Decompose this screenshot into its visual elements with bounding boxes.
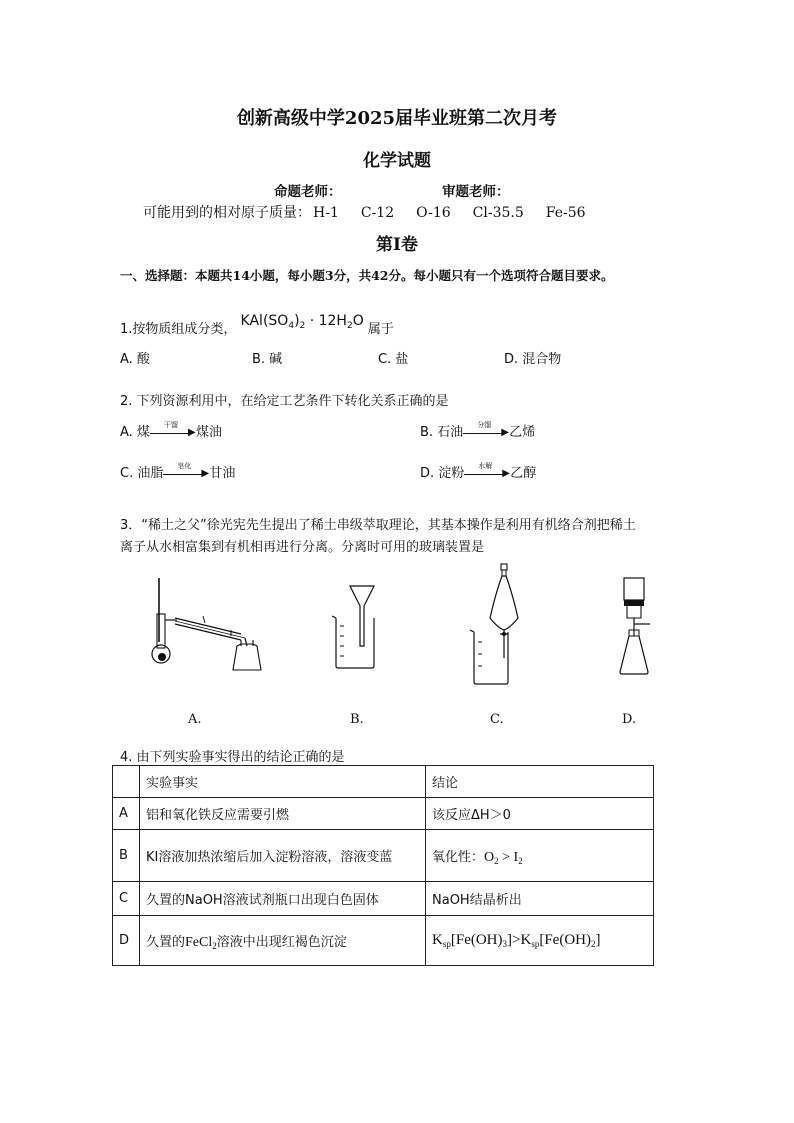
q2-d-label: D. 淀粉 [420,466,465,481]
question-4-stem: 4. 由下列实验事实得出的结论正确的是 [120,750,345,765]
mass-fe: Fe-56 [545,205,586,221]
q1-prefix: 1.按物质组成分类， [120,322,237,337]
masses-label: 可能用到的相对原子质量： [143,205,311,221]
row-fact: KI溶液加热浓缩后加入淀粉溶液，溶液变蓝 [140,830,426,882]
header-cell-fact: 实验事实 [140,766,426,798]
question-3-line2: 离子从水相富集到有机相再进行分离。分离时可用的玻璃装置是 [120,540,485,555]
apparatus-label-a: A. [188,712,202,727]
row-conclusion: 氧化性：$O_2 > I_2$ [426,830,654,882]
row-conclusion: NaOH结晶析出 [426,882,654,916]
row-key: B [113,830,140,882]
mass-c: C-12 [360,205,395,221]
funnel-beaker-icon [330,584,386,674]
table-row [113,882,654,916]
question-3-line1: 3．“稀土之父”徐光宪先生提出了稀土串级萃取理论，其基本操作是利用有机络合剂把稀土 [120,518,636,533]
q2-d-condition: 水解 [478,461,493,470]
table-header-row [113,766,654,798]
mass-h: H-1 [313,205,339,221]
q2-c-condition: 皂化 [177,461,192,470]
q2-a-arrow: 干馏 ▶ [150,426,196,440]
q2-b-label: B. 石油 [420,425,464,440]
apparatus-label-b: B. [350,712,364,727]
question-1-stem [120,313,394,339]
q2-c-product: 甘油 [209,466,236,481]
q1-option-b: B. 碱 [252,352,283,367]
q2-c-arrow: 皂化 ▶ [163,467,209,481]
q2-option-d [420,462,536,481]
row-key: A [113,798,140,830]
row-conclusion: 该反应ΔH＞0 [426,798,654,830]
distillation-apparatus-icon [145,574,265,674]
q1-option-d: D. 混合物 [504,352,562,367]
q1-option-c: C. 盐 [378,352,409,367]
q2-c-label: C. 油脂 [120,466,164,481]
q2-d-product: 乙醇 [510,466,537,481]
atomic-masses [143,202,608,222]
separatory-funnel-icon [468,562,528,688]
q2-a-condition: 干馏 [163,420,178,429]
row-fact: 久置的FeCl$_2$溶液中出现红褐色沉淀 [140,916,426,966]
table-row [113,830,654,882]
volume-heading: 第Ⅰ卷 [376,235,418,255]
table-row [113,916,654,966]
q2-a-product: 煤油 [195,425,222,440]
q2-b-product: 乙烯 [509,425,536,440]
section-heading: 一、选择题：本题共14小题，每小题3分，共42分。每小题只有一个选项符合题目要求。 [120,268,614,283]
q1-suffix: 属于 [367,322,394,337]
q2-a-label: A. 煤 [120,425,150,440]
reviewer-label: 审题老师： [442,184,510,200]
header-cell-conclusion: 结论 [426,766,654,798]
suction-filter-icon [612,574,658,680]
row-key: C [113,882,140,916]
subject-title: 化学试题 [363,151,431,171]
row-conclusion: $K_{sp}[Fe(OH)_3]>K_{sp}[Fe(OH)_2]$ [426,916,654,966]
header-cell-key [113,766,140,798]
question-2-stem: 2. 下列资源利用中，在给定工艺条件下转化关系正确的是 [120,394,449,409]
q1-formula: $KAl(SO_4)_2 \cdot 12H_2O$ [240,313,364,331]
mass-o: O-16 [416,205,451,221]
exam-title: 创新高级中学2025届毕业班第二次月考 [236,108,558,129]
q2-option-c [120,462,235,481]
row-fact: 铝和氧化铁反应需要引燃 [140,798,426,830]
table-row [113,798,654,830]
q2-option-a [120,421,222,440]
q2-d-arrow: 水解 ▶ [464,467,510,481]
q2-b-condition: 分馏 [477,420,492,429]
apparatus-label-c: C. [490,712,504,727]
q1-option-a: A. 酸 [120,352,150,367]
q2-option-b [420,421,535,440]
mass-cl: Cl-35.5 [472,205,524,221]
q4-table [112,765,654,966]
row-key: D [113,916,140,966]
row-fact: 久置的NaOH溶液试剂瓶口出现白色固体 [140,882,426,916]
apparatus-label-d: D. [622,712,637,727]
setter-label: 命题老师： [274,184,342,200]
q2-b-arrow: 分馏 ▶ [463,426,509,440]
